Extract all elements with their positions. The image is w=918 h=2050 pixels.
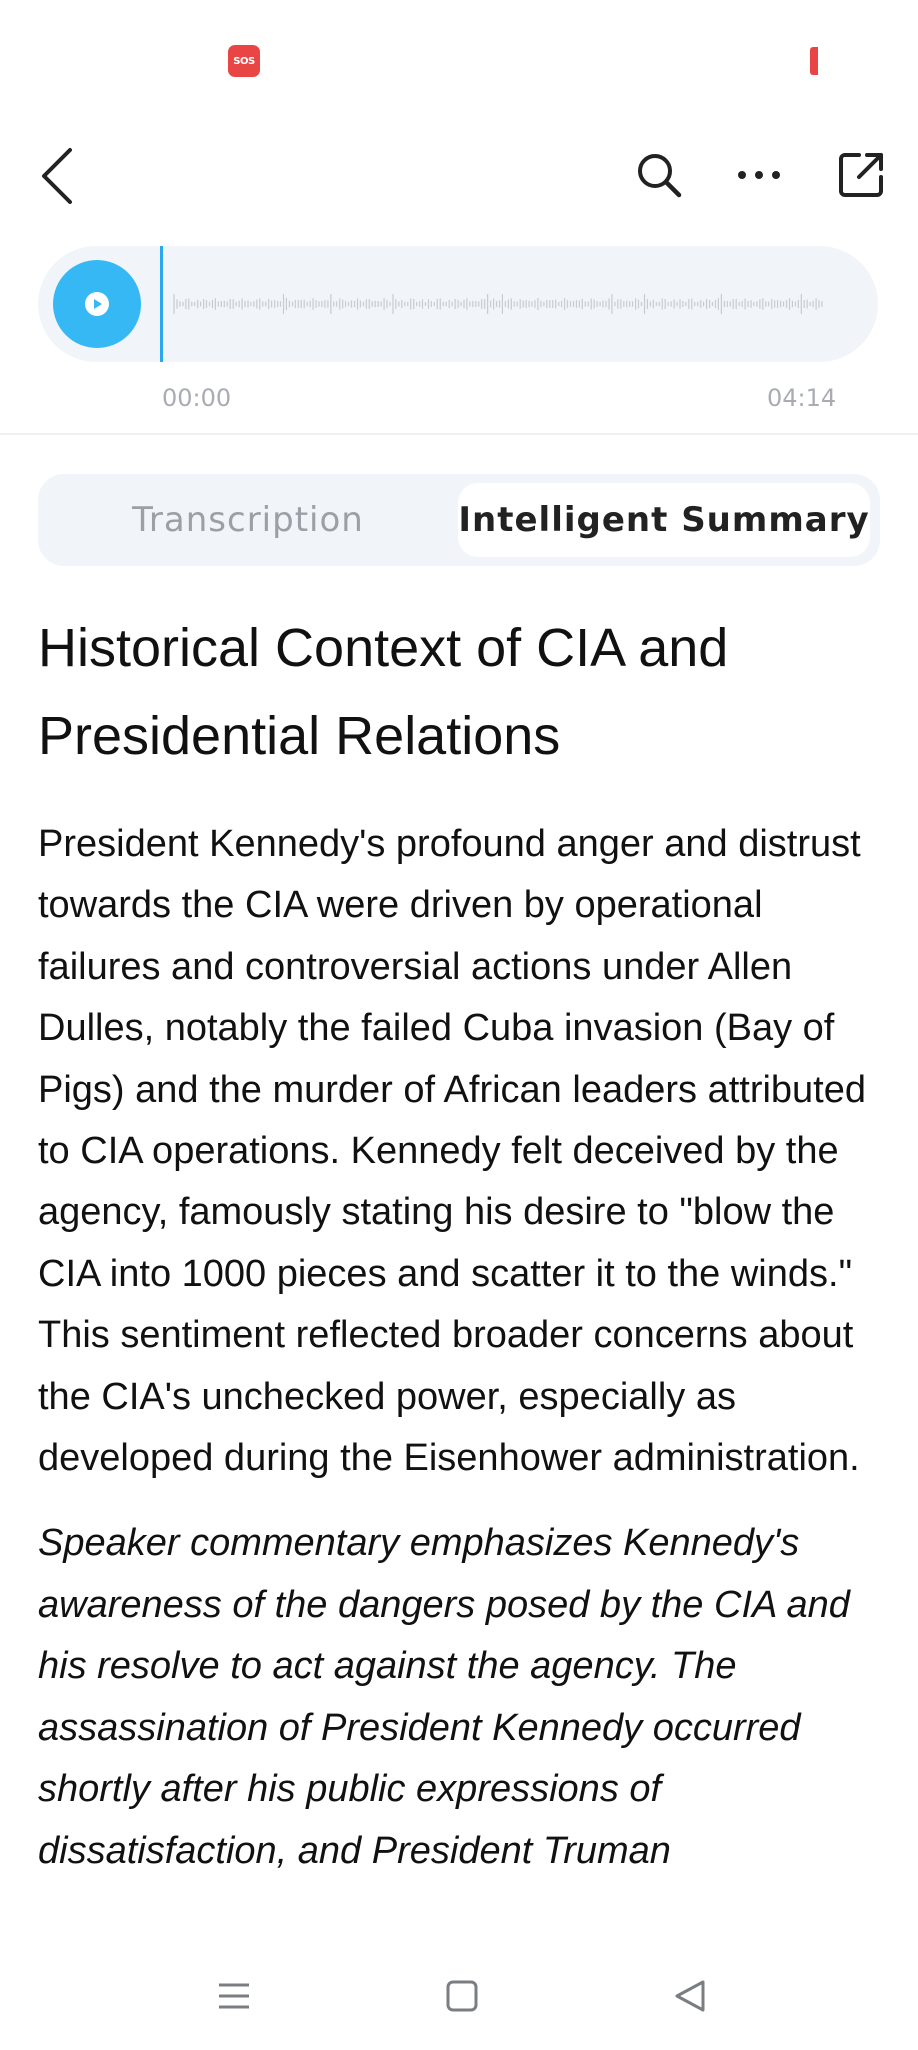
play-button[interactable] <box>53 260 141 348</box>
chevron-left-icon <box>38 146 78 206</box>
speaker-commentary: Speaker commentary emphasizes Kennedy's awareness of the dangers posed by the CIA and his resolve to act against the agency. The assassination of President Kennedy occurred shortly after his public expressions of dissatisfaction, and President Truman <box>38 1522 850 1872</box>
back-triangle-icon <box>673 1979 707 2013</box>
divider <box>0 433 918 435</box>
recent-apps-button[interactable] <box>204 1968 264 2024</box>
sos-icon: SOS <box>228 45 260 77</box>
top-toolbar <box>0 130 918 220</box>
playhead[interactable] <box>160 246 163 362</box>
share-external-icon <box>837 151 885 199</box>
battery-icon <box>810 47 818 75</box>
home-square-icon <box>446 1980 478 2012</box>
tab-transcription[interactable]: Transcription <box>132 500 364 540</box>
menu-icon <box>217 1981 251 2011</box>
system-navigation-bar <box>0 1940 918 2050</box>
waveform-scrubber[interactable] <box>168 276 828 332</box>
more-options-button[interactable] <box>726 142 792 208</box>
back-button[interactable] <box>30 140 86 212</box>
tab-intelligent-summary[interactable]: Intelligent Summary <box>458 483 870 557</box>
current-time: 00:00 <box>162 384 232 412</box>
home-button[interactable] <box>432 1968 492 2024</box>
summary-content <box>38 604 880 1882</box>
system-back-button[interactable] <box>660 1968 720 2024</box>
total-duration: 04:14 <box>767 384 837 412</box>
view-tabs <box>38 474 880 566</box>
audio-player <box>38 246 878 362</box>
summary-paragraph: President Kennedy's profound anger and distrust towards the CIA were driven by operational failures and controversial actions under Allen Dulles, notably the failed Cuba invasion (Bay of Pigs) and the murder of African leaders attributed to CIA operations. Kennedy felt deceived by the agency, famously stating his desire to "blow the CIA into 1000 pieces and scatter it to the winds." This sentiment reflected broader concerns about the CIA's unchecked power, especially as developed during the Eisenhower administration. <box>38 823 867 1480</box>
play-icon <box>85 292 109 316</box>
search-button[interactable] <box>626 142 692 208</box>
search-icon <box>634 150 684 200</box>
summary-heading: Historical Context of CIA and Presidential Relations <box>38 618 729 766</box>
status-bar <box>0 0 918 120</box>
share-button[interactable] <box>828 142 894 208</box>
more-horizontal-icon <box>737 169 781 181</box>
